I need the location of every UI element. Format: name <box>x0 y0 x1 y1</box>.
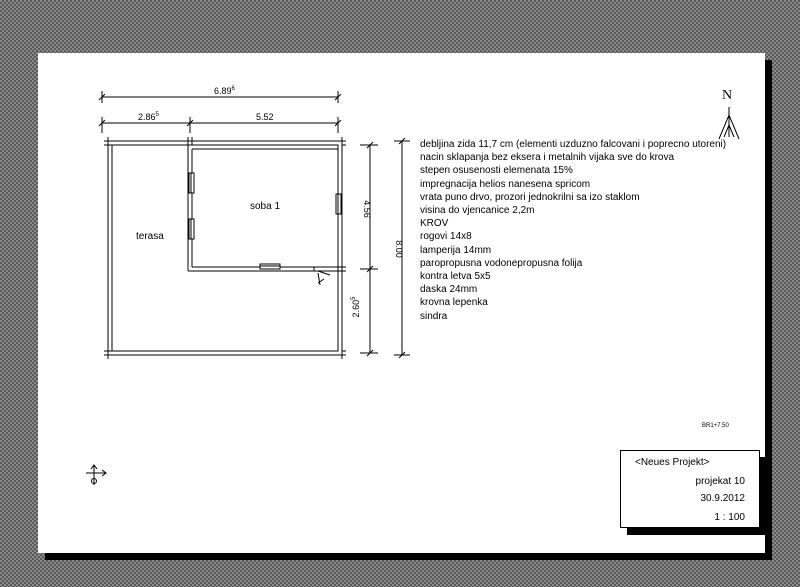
windows <box>189 173 341 269</box>
dimension-left-label: 2.86$^5$ <box>138 112 159 122</box>
dimension-vertical-room-label: 4.56 <box>362 200 372 218</box>
dimension-right-label: 5.52 <box>256 112 274 122</box>
walls <box>104 137 346 359</box>
note-line: krovna lepenka <box>420 297 488 309</box>
dimension-split <box>99 117 341 133</box>
note-line: lamperija 14mm <box>420 244 492 256</box>
door <box>314 267 338 285</box>
title-date: 30.9.2012 <box>700 493 745 504</box>
reference-label: BR1+7.50 <box>702 423 729 429</box>
note-line: debljina zida 11,7 cm (elementi uzduzno falcovani i poprecno utoreni) <box>420 139 727 150</box>
north-arrow-icon <box>719 107 739 139</box>
note-line: daska 24mm <box>420 284 478 296</box>
note-line: impregnacija helios nanesena spricom <box>420 178 591 190</box>
note-line: nacin sklapanja bez eksera i metalnih vijaka sve do krova <box>420 152 675 164</box>
north-label: N <box>722 88 733 103</box>
construction-notes <box>420 138 726 323</box>
room-label-soba: soba 1 <box>250 201 281 212</box>
title-project: <Neues Projekt> <box>635 457 710 468</box>
dimension-overall-label: 6.89$^6$ <box>214 86 235 96</box>
note-line: stepen osusenosti elemenata 15% <box>420 165 573 177</box>
origin-cross-icon <box>86 465 106 485</box>
title-scale: 1 : 100 <box>714 512 745 523</box>
note-line: KROV <box>420 218 449 230</box>
note-line: paropropusna vodonepropusna folija <box>420 257 583 269</box>
dimension-vertical-room <box>360 142 378 356</box>
note-line: rogovi 14x8 <box>420 231 472 243</box>
drawing-sheet <box>38 53 765 553</box>
room-label-terasa: terasa <box>136 231 164 242</box>
note-line: sindra <box>420 310 448 322</box>
dimension-vertical-total-label: 8.00 <box>394 240 404 258</box>
dimension-vertical-lower-label: 2.60$^5$ <box>351 296 361 318</box>
title-block <box>620 450 760 528</box>
title-project-number: projekat 10 <box>695 476 745 487</box>
note-line: visina do vjencanice 2,2m <box>420 205 535 217</box>
note-line: kontra letva 5x5 <box>420 271 491 283</box>
note-line: vrata puno drvo, prozori jednokrilni sa izo staklom <box>420 191 640 203</box>
